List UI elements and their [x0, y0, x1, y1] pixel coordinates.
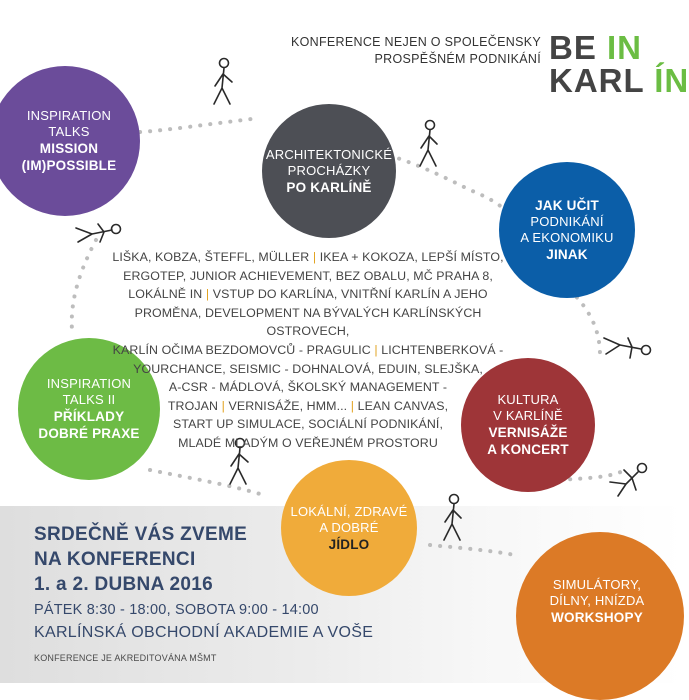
circle-text: TALKS II	[62, 392, 116, 407]
be-in-karlin-logo	[549, 31, 689, 97]
circle-title: A KONCERT	[487, 442, 569, 457]
logo-text: BE	[549, 29, 597, 66]
circle-title: JÍDLO	[328, 536, 370, 552]
circle-text: ARCHITEKTONICKÉ	[265, 146, 393, 162]
circle-text: A DOBRÉ	[319, 519, 379, 535]
dotted-path	[570, 290, 600, 355]
circle-title: MISSION	[39, 141, 99, 156]
program-text: VERNISÁŽE, HMM...	[228, 398, 348, 413]
program-text: KARLÍN OČIMA BEZDOMOVCŮ - PRAGULIC	[112, 342, 371, 357]
program-line	[108, 285, 508, 304]
walker-figure-icon	[444, 495, 461, 541]
logo-text: IN	[607, 29, 643, 66]
circle-text: PROCHÁZKY	[287, 162, 371, 178]
circle-text: INSPIRATION	[46, 376, 132, 391]
circle-text: DÍLNY, HNÍZDA	[549, 592, 645, 608]
conference-title-line: PROSPĚŠNÉM PODNIKÁNÍ	[374, 52, 541, 66]
circle-teaching-differently	[499, 162, 635, 298]
program-text: LEAN CANVAS,	[357, 398, 449, 413]
program-line: ERGOTEP, JUNIOR ACHIEVEMENT, BEZ OBALU, MČ PRAHA 8,	[123, 268, 493, 283]
program-line: MLADÉ MLADÝM O VEŘEJNÉM PROSTORU	[178, 435, 438, 450]
circle-text: SIMULÁTORY,	[552, 576, 642, 592]
conference-title-line: KONFERENCE NEJEN O SPOLEČENSKY	[290, 35, 541, 49]
separator: |	[221, 398, 225, 413]
program-line	[108, 341, 508, 360]
logo-text: KARL	[549, 62, 645, 99]
program-line: YOURCHANCE, SEISMIC - DOHNALOVÁ, EDUIN, SLEJŠKA,	[133, 361, 483, 376]
program-text: LIŠKA, KOBZA, ŠTEFFL, MÜLLER	[112, 250, 310, 264]
walker-figure-icon	[76, 224, 121, 242]
circle-text: PODNIKÁNÍ	[530, 214, 604, 229]
program-text: IKEA + KOKOZA, LEPŠÍ MÍSTO,	[319, 250, 504, 264]
program-line: PROMĚNA, DEVELOPMENT NA BÝVALÝCH KARLÍNSKÝCH OSTROVECH,	[134, 305, 482, 339]
circle-title: DOBRÉ PRAXE	[38, 426, 140, 441]
event-times: PÁTEK 8:30 - 18:00, SOBOTA 9:00 - 14:00	[34, 602, 319, 618]
invitation-block	[34, 522, 373, 665]
program-line	[108, 248, 508, 267]
circle-text: INSPIRATION	[26, 108, 112, 123]
circle-text: KULTURA	[497, 392, 559, 407]
circle-title: (IM)POSSIBLE	[21, 158, 117, 173]
program-line: START UP SIMULACE, SOCIÁLNÍ PODNIKÁNÍ,	[172, 417, 444, 432]
event-venue: KARLÍNSKÁ OBCHODNÍ AKADEMIE A VOŠE	[34, 624, 374, 641]
invitation-heading: NA KONFERENCI	[34, 549, 196, 570]
event-dates: 1. a 2. DUBNA 2016	[34, 574, 213, 595]
separator: |	[374, 342, 378, 357]
circle-text: A EKONOMIKU	[520, 230, 614, 245]
walker-figure-icon	[610, 464, 647, 497]
dotted-path	[72, 240, 96, 330]
program-text: TROJAN	[167, 398, 219, 413]
program-text: LOKÁLNĚ IN	[128, 287, 203, 302]
circle-title: VERNISÁŽE	[488, 425, 568, 440]
logo-text: ÍN	[654, 62, 689, 99]
speakers-program-list	[108, 248, 508, 453]
circle-title: PO KARLÍNĚ	[286, 179, 372, 195]
dotted-path	[430, 545, 520, 556]
dotted-path	[150, 470, 260, 494]
program-text: VSTUP DO KARLÍNA, VNITŘNÍ KARLÍN A JEHO	[212, 287, 488, 302]
walker-figure-icon	[214, 59, 232, 105]
invitation-heading: SRDEČNĚ VÁS ZVEME	[34, 524, 248, 545]
walker-figure-icon	[420, 121, 437, 167]
program-line	[108, 397, 508, 416]
circle-text: V KARLÍNĚ	[493, 408, 563, 423]
dotted-path	[140, 118, 260, 132]
separator: |	[312, 250, 317, 264]
conference-title	[291, 34, 541, 68]
accreditation-note: KONFERENCE JE AKREDITOVÁNA MŠMT	[34, 653, 217, 663]
circle-text: TALKS	[48, 124, 90, 139]
program-text: LICHTENBERKOVÁ -	[381, 342, 504, 357]
circle-title: WORKSHOPY	[551, 609, 643, 625]
walker-figure-icon	[604, 338, 651, 358]
circle-architecture-walks	[262, 104, 396, 238]
circle-text: LOKÁLNÍ, ZDRAVÉ	[290, 503, 408, 519]
separator: |	[350, 398, 355, 413]
circle-title: JAK UČIT	[535, 198, 599, 213]
program-line: A-CSR - MÁDLOVÁ, ŠKOLSKÝ MANAGEMENT -	[168, 380, 448, 395]
circle-title: PŘÍKLADY	[53, 409, 125, 424]
circle-workshops	[516, 532, 684, 700]
circle-title: JINAK	[546, 247, 588, 262]
separator: |	[205, 287, 210, 302]
